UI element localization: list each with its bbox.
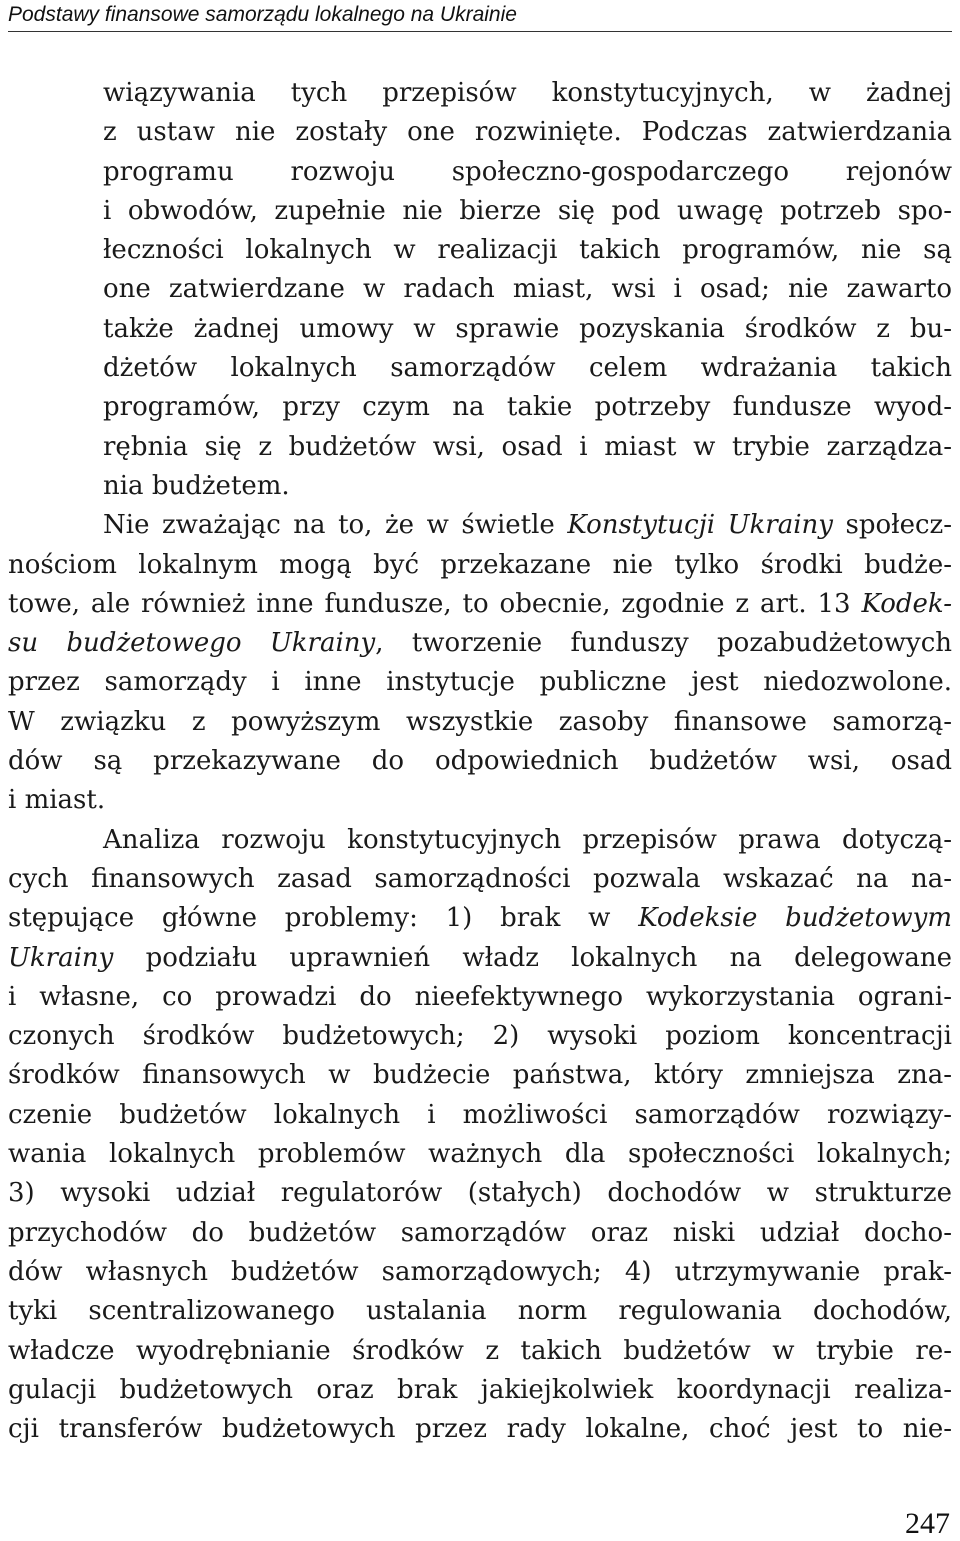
header-divider <box>8 31 952 32</box>
text-line: su budżetowego Ukrainy, tworzenie funduszy pozabudżetowych <box>8 628 952 659</box>
text-line: i miast. <box>8 785 106 816</box>
text-line: programów, przy czym na takie potrzeby fundusze wyod- <box>103 392 952 423</box>
body-text <box>8 74 952 1449</box>
text-line: 3) wysoki udział regulatorów (stałych) dochodów w strukturze <box>8 1178 952 1209</box>
text-line: z ustaw nie zostały one rozwinięte. Podczas zatwierdzania <box>103 117 952 148</box>
text-line: dżetów lokalnych samorządów celem wdrażania takich <box>103 353 952 384</box>
text-line: stępujące główne problemy: 1) brak w Kodeksie budżetowym <box>8 903 952 934</box>
text-line: i własne, co prowadzi do nieefektywnego wykorzystania ograni- <box>8 981 952 1012</box>
text-line: Analiza rozwoju konstytucyjnych przepisów prawa dotyczą- <box>103 824 952 855</box>
text-line: one zatwierdzane w radach miast, wsi i osad; nie zawarto <box>103 274 952 305</box>
text-line: także żadnej umowy w sprawie pozyskania środków z bu- <box>103 313 952 344</box>
italic-title: Konstytucji Ukrainy <box>567 510 833 541</box>
text-line: programu rozwoju społeczno-gospodarczego rejonów <box>103 156 952 187</box>
text-line: Nie zważając na to, że w świetle Konstytucji Ukrainy społecz- <box>103 510 952 541</box>
text-line: czonych środków budżetowych; 2) wysoki poziom koncentracji <box>8 1021 952 1052</box>
text-line: gulacji budżetowych oraz brak jakiejkolwiek koordynacji realiza- <box>8 1374 952 1405</box>
text-line: środków finansowych w budżecie państwa, który zmniejsza zna- <box>8 1060 952 1091</box>
text-line: dów własnych budżetów samorządowych; 4) utrzymywanie prak- <box>8 1256 952 1287</box>
paragraph-3 <box>8 821 952 1450</box>
text-line: wania lokalnych problemów ważnych dla społeczności lokalnych; <box>8 1139 952 1170</box>
text-line: władcze wyodrębnianie środków z takich budżetów w trybie re- <box>8 1335 952 1366</box>
paragraph-1 <box>8 74 952 506</box>
text-line: cji transferów budżetowych przez rady lokalne, choć jest to nie- <box>8 1414 952 1445</box>
text-line: dów są przekazywane do odpowiednich budżetów wsi, osad <box>8 746 952 777</box>
text-line: tyki scentralizowanego ustalania norm regulowania dochodów, <box>8 1296 952 1327</box>
running-header-title: Podstawy finansowe samorządu lokalnego na Ukrainie <box>8 3 517 26</box>
italic-title: Ukrainy <box>8 942 114 973</box>
text-line: W związku z powyższym wszystkie zasoby finansowe samorzą- <box>8 706 952 737</box>
page-number: 247 <box>905 1507 950 1540</box>
text-line: towe, ale również inne fundusze, to obecnie, zgodnie z art. 13 Kodek- <box>8 588 952 619</box>
text-line: czenie budżetów lokalnych i możliwości samorządów rozwiązy- <box>8 1099 952 1130</box>
text-line: Ukrainy podziału uprawnień władz lokalnych na delegowane <box>8 942 952 973</box>
text-line: i obwodów, zupełnie nie bierze się pod uwagę potrzeb spo- <box>103 195 952 226</box>
text-line: łeczności lokalnych w realizacji takich programów, nie są <box>103 235 952 266</box>
italic-title: Kodeksie budżetowym <box>638 903 952 934</box>
text-line: wiązywania tych przepisów konstytucyjnych, w żadnej <box>103 78 952 108</box>
paragraph-2 <box>8 506 952 820</box>
text-line: nościom lokalnym mogą być przekazane nie tylko środki budże- <box>8 549 952 580</box>
text-line: cych finansowych zasad samorządności pozwala wskazać na na- <box>8 863 952 894</box>
text-line: nia budżetem. <box>103 470 290 501</box>
text-line: przychodów do budżetów samorządów oraz niski udział docho- <box>8 1217 952 1248</box>
italic-title: Kodek- <box>861 588 952 619</box>
text-line: rębnia się z budżetów wsi, osad i miast w trybie zarządza- <box>103 431 952 462</box>
italic-title: su budżetowego Ukrainy <box>8 628 376 659</box>
text-line: przez samorządy i inne instytucje publiczne jest niedozwolone. <box>8 667 952 698</box>
